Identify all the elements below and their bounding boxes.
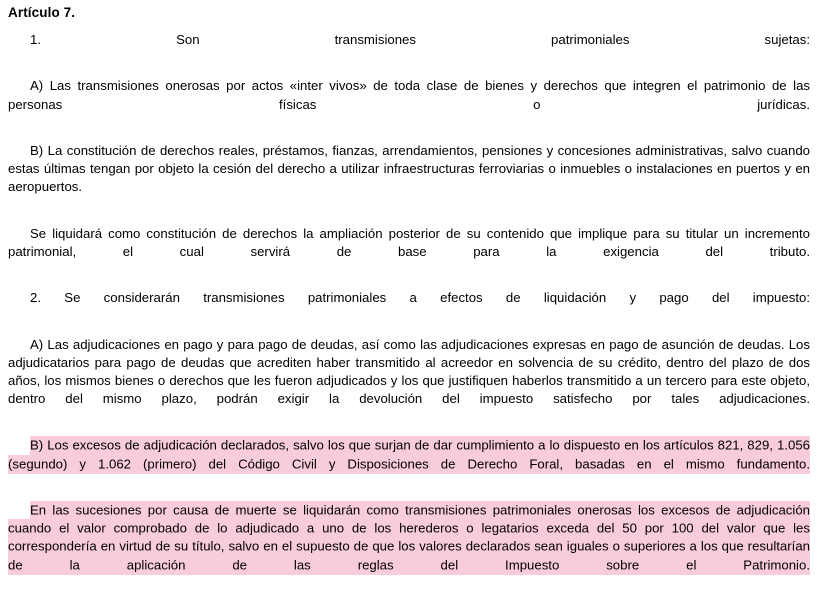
paragraph-2-b-highlighted bbox=[8, 437, 810, 492]
paragraph-2-a: A) Las adjudicaciones en pago y para pago de deudas, así como las adjudicaciones expresas en pago de asunción de deudas. Los adjudicatarios para pago de deudas que acrediten haber transmitido al acreedor en solvencia de su crédito, dentro del plazo de dos años, los mismos bienes o derechos que les fueron adjudicados y los que justifiquen haberlos transmitido a un tercero para este objeto, dentro del mismo plazo, podrán exigir la devolución del impuesto satisfecho por tales adjudicaciones. bbox=[8, 336, 810, 407]
paragraph-sucesiones-highlighted bbox=[8, 501, 810, 592]
highlight-marker: En las sucesiones por causa de muerte se liquidarán como transmisiones patrimoniales onerosas los excesos de adjudicación cuando el valor comprobado de lo adjudicado a uno de los herederos o legatarios exceda del 50 por 100 del valor que les correspondería en virtud de su título, salvo en el supuesto de que los valores declarados sean iguales o superiores a los que resultarían de la aplicación de las reglas del Impuesto sobre el Patrimonio. bbox=[8, 501, 810, 575]
paragraph-1-b: B) La constitución de derechos reales, préstamos, fianzas, arrendamientos, pensiones y concesiones administrativas, salvo cuando estas últimas tengan por objeto la cesión del derecho a utilizar infraestructuras ferroviarias o inmuebles o instalaciones en puertos y en aeropuertos. bbox=[8, 143, 810, 195]
page-title: Artículo 7. bbox=[8, 5, 76, 20]
highlight-marker: B) Los excesos de adjudicación declarados, salvo los que surjan de dar cumplimiento a lo dispuesto en los artículos 821, 829, 1.056 (segundo) y 1.062 (primero) del Código Civil y Disposiciones de Derecho Foral, basadas en el mismo fundamento. bbox=[8, 436, 810, 473]
paragraph-2-intro: 2. Se considerarán transmisiones patrimoniales a efectos de liquidación y pago del impuesto: bbox=[30, 290, 810, 306]
document-body bbox=[8, 31, 810, 592]
paragraph-1-intro: 1. Son transmisiones patrimoniales sujetas: bbox=[30, 32, 810, 47]
paragraph-se-liquidara: Se liquidará como constitución de derechos la ampliación posterior de su contenido que implique para su titular un incremento patrimonial, el cual servirá de base para la exigencia del tributo. bbox=[8, 225, 810, 260]
paragraph-1-a: A) Las transmisiones onerosas por actos «inter vivos» de toda clase de bienes y derechos que integren el patrimonio de las personas físicas o jurídicas. bbox=[8, 78, 810, 112]
